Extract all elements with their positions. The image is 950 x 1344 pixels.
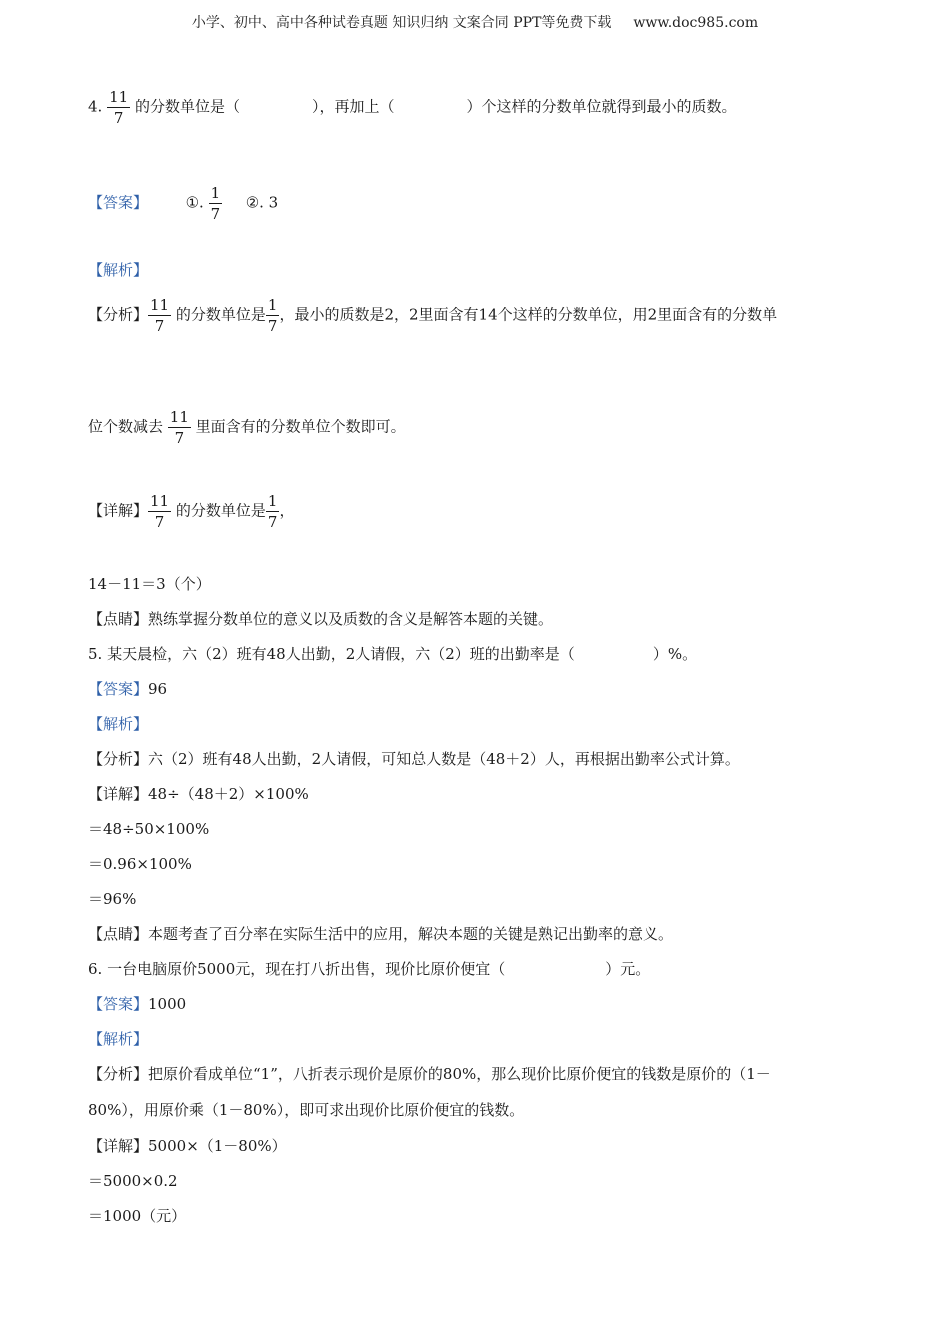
- q4-fenxi-b: ，最小的质数是2，2里面含有14个这样的分数单位，用2里面含有的分数单: [279, 305, 778, 324]
- q4-text-b: ），再加上（: [311, 97, 395, 116]
- fraction-bar: [266, 315, 280, 316]
- q4-answer-2: ②. 3: [245, 193, 279, 212]
- q6-step1: ＝5000×0.2: [88, 1172, 178, 1190]
- fraction-denominator: 7: [267, 513, 278, 531]
- detail-tag: 【详解】: [88, 1137, 149, 1155]
- q4-question: [88, 88, 737, 127]
- q6-detail-text: 5000×（1－80%）: [148, 1137, 287, 1155]
- q5-detail: [88, 784, 309, 804]
- fraction-denominator: 7: [154, 513, 165, 531]
- point-tag: 【点睛】: [88, 610, 149, 628]
- q4-fraction: [148, 296, 171, 335]
- q4-number: 4.: [88, 97, 103, 116]
- fraction-denominator: 7: [210, 205, 221, 223]
- q6-question-b: ）元。: [605, 960, 651, 978]
- q4-detail: [88, 492, 294, 531]
- q5-question-b: ）%。: [652, 645, 698, 663]
- q5-analysis-tag: 【解析】: [88, 715, 149, 733]
- q4-fenxi: [88, 296, 777, 335]
- q6-question-a: 6. 一台电脑原价5000元，现在打八折出售，现价比原价便宜（: [88, 960, 506, 978]
- answer-tag: 【答案】: [88, 995, 149, 1013]
- q4-unit-fraction: [266, 296, 280, 335]
- q5-fenxi: [88, 749, 740, 769]
- q4-fenxi-c: 位个数减去: [88, 417, 164, 436]
- fraction-denominator: 7: [174, 429, 185, 447]
- fraction-numerator: 1: [210, 184, 221, 202]
- fraction-denominator: 7: [154, 317, 165, 335]
- q5-question-a: 5. 某天晨检，六（2）班有48人出勤，2人请假，六（2）班的出勤率是（: [88, 645, 575, 663]
- q6-question: [88, 959, 650, 979]
- q6-detail: [88, 1136, 287, 1156]
- q4-fraction: [168, 408, 191, 447]
- page-header: [0, 12, 950, 32]
- fraction-bar: [107, 107, 130, 108]
- q4-fenxi-d: 里面含有的分数单位个数即可。: [195, 417, 406, 436]
- q5-fenxi-text: 六（2）班有48人出勤，2人请假，可知总人数是（48＋2）人，再根据出勤率公式计算。: [148, 750, 740, 768]
- q5-answer-value: 96: [148, 680, 168, 698]
- fraction-denominator: 7: [113, 109, 124, 127]
- q5-answer: [88, 679, 167, 699]
- q6-analysis-tag: 【解析】: [88, 1030, 149, 1048]
- fraction-bar: [209, 203, 223, 204]
- fraction-numerator: 11: [169, 408, 189, 426]
- q5-step1: ＝48÷50×100%: [88, 820, 210, 838]
- q4-detail-b: ，: [279, 501, 295, 520]
- fraction-denominator: 7: [267, 317, 278, 335]
- fenxi-tag: 【分析】: [88, 750, 149, 768]
- q4-fraction: [148, 492, 171, 531]
- q6-step2: ＝1000（元）: [88, 1207, 187, 1225]
- q5-question: [88, 644, 697, 664]
- fenxi-tag: 【分析】: [88, 1065, 149, 1083]
- q4-fenxi-cont: [88, 408, 406, 447]
- detail-tag: 【详解】: [88, 501, 149, 520]
- fraction-numerator: 1: [267, 492, 278, 510]
- q6-fenxi-line1: 把原价看成单位“1”，八折表示现价是原价的80%，那么现价比原价便宜的钱数是原价的（1－: [148, 1065, 771, 1083]
- fraction-bar: [266, 511, 280, 512]
- q6-fenxi-line2: 80%），用原价乘（1－80%），即可求出现价比原价便宜的钱数。: [88, 1101, 525, 1119]
- fraction-numerator: 11: [109, 88, 129, 106]
- q4-analysis-tag: 【解析】: [88, 261, 149, 279]
- q4-fraction: [107, 88, 130, 127]
- q5-detail-text: 48÷（48＋2）×100%: [148, 785, 309, 803]
- detail-tag: 【详解】: [88, 785, 149, 803]
- q4-calc: 14－11＝3（个）: [88, 575, 211, 593]
- fenxi-tag: 【分析】: [88, 305, 149, 324]
- q6-answer: [88, 994, 186, 1014]
- q4-fenxi-a: 的分数单位是: [175, 305, 266, 324]
- fraction-bar: [148, 511, 171, 512]
- q6-answer-value: 1000: [148, 995, 187, 1013]
- q4-unit-fraction: [266, 492, 280, 531]
- header-title: 小学、初中、高中各种试卷真题 知识归纳 文案合同 PPT等免费下载: [191, 15, 612, 31]
- q4-point-text: 熟练掌握分数单位的意义以及质数的含义是解答本题的关键。: [148, 610, 554, 628]
- q4-text-a: 的分数单位是（: [134, 97, 240, 116]
- q4-answer: [88, 184, 278, 223]
- fraction-numerator: 1: [267, 296, 278, 314]
- q4-detail-a: 的分数单位是: [175, 501, 266, 520]
- q4-answer-1: ①.: [185, 193, 204, 212]
- q4-text-c: ）个这样的分数单位就得到最小的质数。: [466, 97, 737, 116]
- q6-fenxi: [88, 1064, 771, 1084]
- fraction-bar: [148, 315, 171, 316]
- q5-point: [88, 924, 673, 944]
- q5-point-text: 本题考查了百分率在实际生活中的应用，解决本题的关键是熟记出勤率的意义。: [148, 925, 674, 943]
- fraction-numerator: 11: [150, 492, 170, 510]
- point-tag: 【点睛】: [88, 925, 149, 943]
- q4-answer-fraction: [209, 184, 223, 223]
- header-url[interactable]: www.doc985.com: [633, 15, 759, 31]
- q4-point: [88, 609, 553, 629]
- q5-step2: ＝0.96×100%: [88, 855, 192, 873]
- fraction-numerator: 11: [150, 296, 170, 314]
- answer-tag: 【答案】: [88, 193, 149, 212]
- fraction-bar: [168, 427, 191, 428]
- answer-tag: 【答案】: [88, 680, 149, 698]
- q5-step3: ＝96%: [88, 890, 137, 908]
